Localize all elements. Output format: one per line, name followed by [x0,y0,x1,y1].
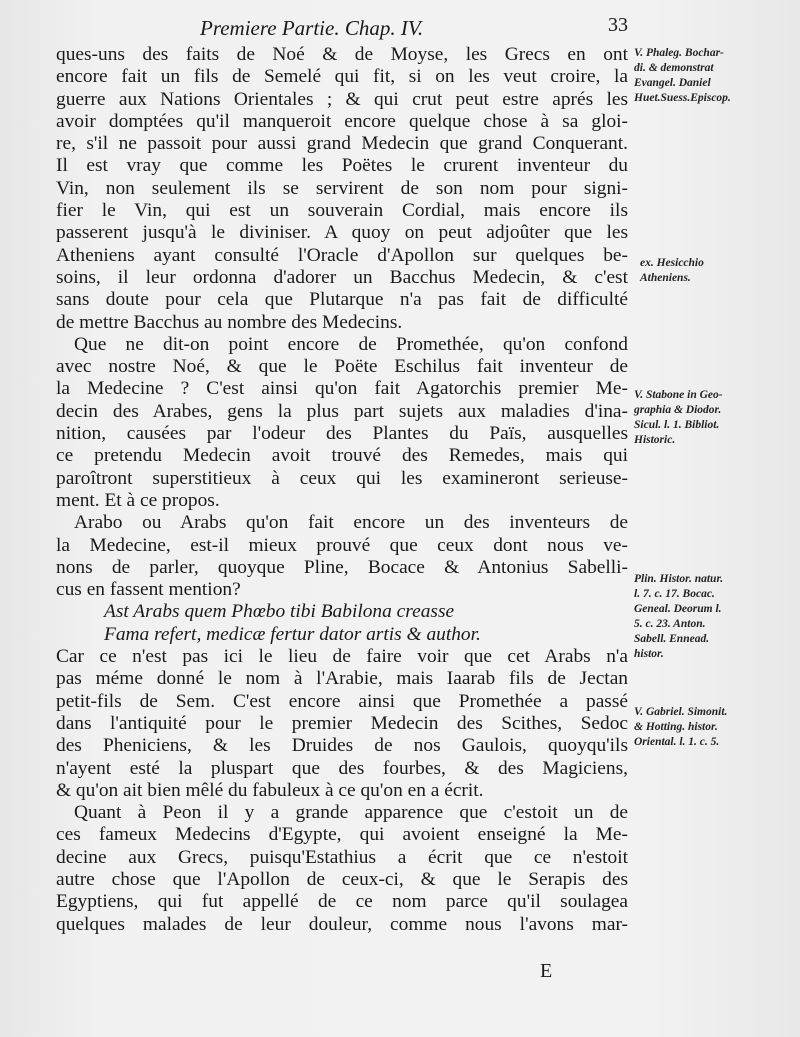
paragraph [56,646,628,802]
verse-line: Ast Arabs quem Phœbo tibi Babilona creasse [104,601,455,623]
text-line: sans doute pour cela que Plutarque n'a pas fait de difficulté [56,289,628,311]
margin-note-line: histor. [634,648,664,660]
margin-note-line: V. Gabriel. Simonit. [634,706,728,718]
text-line: ce pretendu Medecin avoit trouvé des Remedes, mais qui [56,445,628,467]
verse-line: Fama refert, medicæ fertur dator artis & author. [104,623,481,645]
text-line: n'ayent esté la pluspart que des fourbes, & des Magiciens, [56,757,628,779]
margin-note-line: Geneal. Deorum l. [634,603,722,615]
margin-note-line: Historic. [634,434,676,446]
page-number: 33 [608,14,628,36]
catchword: E [540,960,553,982]
margin-note-line: di. & demonstrat [634,62,714,74]
text-line: passerent jusqu'à le diviniser. A quoy on peut adjoûter que les [56,222,628,244]
verse-quotation [56,601,628,646]
text-line: nons de parler, quoyque Pline, Bocace & Antonius Sabelli- [56,556,628,578]
text-line: Vin, non seulement ils se servirent de son nom pour signi- [56,177,628,199]
margin-note-line: Atheniens. [640,272,691,284]
margin-note-line: ex. Hesicchio [640,257,704,269]
paragraph [56,512,628,601]
margin-note [634,46,794,106]
text-line: paroîtront superstitieux à ceux qui les examineront serieuse- [56,467,628,489]
text-line: cus en fassent mention? [56,579,241,601]
text-line: ment. Et à ce propos. [56,489,220,511]
text-line: fier le Vin, qui est un souverain Cordial, mais encore ils [56,200,628,222]
text-line: decine aux Grecs, puisqu'Estathius a écrit que ce n'estoit [56,846,628,868]
margin-note-line: Evangel. Daniel [634,77,711,89]
margin-note-line: V. Stabone in Geo- [634,389,723,401]
margin-note-line: V. Phaleg. Bochar- [634,47,724,59]
margin-note-line: Huet.Suess.Episcop. [634,92,731,104]
text-line: pas méme donné le nom à l'Arabie, mais Iaarab fils de Jectan [56,668,628,690]
running-header [200,12,630,42]
margin-note-line: l. 7. c. 17. Bocac. [634,588,715,600]
text-line: de mettre Bacchus au nombre des Medecins. [56,311,403,333]
text-line: guerre aux Nations Orientales ; & qui crut peut estre aprés les [56,88,628,110]
margin-note [634,705,794,750]
text-line: encore fait un fils de Semelé qui fit, si on les veut croire, la [56,66,628,88]
paragraph [56,334,628,512]
text-line: Il est vray que comme les Poëtes le crurent inventeur du [56,155,628,177]
text-line: Car ce n'est pas ici le lieu de faire voir que cet Arabs n'a [56,646,628,668]
margin-note-line: 5. c. 23. Anton. [634,618,706,630]
text-line: avoir domptées qu'il manqueroit encore quelque chose à sa gloi- [56,110,628,132]
main-text [56,44,628,936]
margin-note [634,388,794,448]
text-line: avec nostre Noé, & que le Poëte Eschilus fait inventeur de [56,356,628,378]
text-line: petit-fils de Sem. C'est encore ainsi que Promethée a passé [56,690,628,712]
text-line: quelques malades de leur douleur, comme nous l'avons mar- [56,913,628,935]
text-line: Atheniens ayant consulté l'Oracle d'Apollon sur quelques be- [56,244,628,266]
running-title: Premiere Partie. Chap. IV. [200,16,424,40]
text-line: ces fameux Medecins d'Egypte, qui avoient enseigné la Me- [56,824,628,846]
text-line: Arabo ou Arabs qu'on fait encore un des inventeurs de [74,512,628,534]
text-line: des Pheniciens, & les Druides de nos Gaulois, quoyqu'ils [56,735,628,757]
text-line: Egyptiens, qui fut appellé de ce nom parce qu'il soulagea [56,891,628,913]
text-line: decin des Arabes, gens la plus part sujets aux maladies d'ina- [56,400,628,422]
text-line: nition, causées par l'odeur des Plantes du Païs, ausquelles [56,423,628,445]
margin-note-line: & Hotting. histor. [634,721,718,733]
margin-note-line: Oriental. l. 1. c. 5. [634,736,720,748]
text-line: la Medecine ? C'est ainsi qu'on fait Agatorchis premier Me- [56,378,628,400]
text-line: & qu'on ait bien mêlé du fabuleux à ce qu'on en a écrit. [56,779,484,801]
margin-note-line: Sabell. Ennead. [634,633,710,645]
margin-note-line: Plin. Histor. natur. [634,573,724,585]
text-line: dans l'antiquité pour le premier Medecin des Scithes, Sedoc [56,712,628,734]
margin-note-line: graphia & Diodor. [634,404,722,416]
text-line: Que ne dit-on point encore de Promethée, qu'on confond [74,333,628,355]
margin-note [634,572,794,662]
paragraph [56,44,628,334]
text-line: autre chose que l'Apollon de ceux-ci, & que le Serapis des [56,868,628,890]
text-line: soins, il leur ordonna d'adorer un Bacchus Medecin, & c'est [56,266,628,288]
margin-note [640,256,800,286]
text-line: Quant à Peon il y a grande apparence que c'estoit un de [74,802,628,824]
text-line: ques-uns des faits de Noé & de Moyse, les Grecs en ont [56,44,628,65]
margin-note-line: Sicul. l. 1. Bibliot. [634,419,720,431]
text-line: la Medecine, est-il mieux prouvé que ceux dont nous ve- [56,534,628,556]
text-line: re, s'il ne passoit pour aussi grand Medecin que grand Conquerant. [56,133,628,155]
paragraph [56,802,628,936]
